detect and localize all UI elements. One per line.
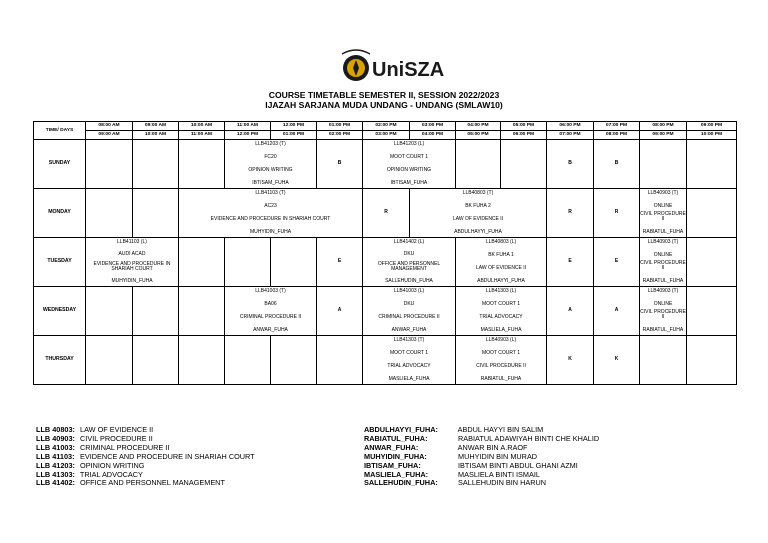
break-letter: E (317, 238, 363, 287)
legend-code: ABDULHAYYI_FUHA: (364, 425, 438, 434)
class-block (456, 345, 547, 375)
legend-code: LLB 41103: (36, 451, 75, 461)
break-letter: A (547, 287, 594, 336)
legend-name: ABDUL HAYYI BIN SALIM (457, 425, 544, 434)
day-label: TUESDAY (34, 238, 86, 287)
break-letter: B (594, 140, 640, 189)
legend-name: CRIMINAL PROCEDURE II (80, 442, 170, 452)
class-code: LLB40803 (L) (456, 238, 547, 248)
class-block (363, 149, 456, 179)
legend-code: LLB 40803: (36, 425, 75, 434)
page-title: COURSE TIMETABLE SEMESTER II, SESSION 2022/2023 (268, 90, 500, 100)
class-lecturer: RABIATUL_FUHA (640, 277, 687, 287)
class-venue: BA06 (264, 301, 277, 308)
time-end: 10:00 AM (133, 131, 179, 140)
empty-slot (501, 140, 547, 189)
course-legend (36, 426, 255, 488)
class-block (86, 247, 179, 277)
legend-row (364, 479, 599, 488)
class-lecturer: ABDULHAYYI_FUHA (410, 228, 547, 238)
empty-slot (133, 140, 179, 189)
class-code: LLB40803 (T) (410, 189, 547, 199)
class-code: LLB41003 (T) (225, 287, 317, 297)
class-block (363, 247, 456, 277)
class-venue: ONLINE (653, 300, 673, 307)
class-code: LLB41103 (L) (86, 238, 179, 248)
class-code: LLB40903 (T) (640, 189, 687, 199)
empty-slot (225, 336, 271, 385)
time-start: 02:00 PM (363, 122, 410, 131)
class-venue: AUDI ACAD (118, 250, 146, 257)
legend-code: MUHYIDIN_FUHA: (364, 451, 427, 461)
legend-name: SALLEHUDIN BIN HARUN (458, 478, 547, 488)
legend-name: IBTISAM BINTI ABDUL GHANI AZMI (458, 460, 578, 470)
class-lecturer: SALLEHUDIN_FUHA (363, 277, 456, 287)
time-start: 08:00 PM (640, 122, 687, 131)
class-course: CIVIL PROCEDURE II (640, 210, 686, 223)
empty-slot (86, 189, 133, 238)
time-start: 11:00 AM (225, 122, 271, 131)
legend-name: OPINION WRITING (80, 460, 145, 470)
break-letter: E (594, 238, 640, 287)
class-block (363, 296, 456, 326)
class-lecturer: IBTISAM_FUHA (225, 179, 317, 189)
empty-slot (687, 287, 737, 336)
class-code: LLB40903 (T) (640, 238, 687, 248)
time-end: 09:00 PM (640, 131, 687, 140)
legend-code: LLB 40903: (36, 433, 75, 443)
legend-code: ANWAR_FUHA: (364, 442, 419, 452)
class-venue: BK FUHA 2 (465, 203, 491, 210)
class-lecturer: IBTISAM_FUHA (363, 179, 456, 189)
break-letter: R (547, 189, 594, 238)
legend-name: ANWAR BIN A.RAOF (457, 442, 528, 452)
legend-name: CIVIL PROCEDURE II (80, 433, 153, 443)
empty-slot (271, 238, 317, 287)
class-code: LLB41203 (L) (363, 140, 456, 150)
day-label: THURSDAY (34, 336, 86, 385)
class-code: LLB41203 (T) (225, 140, 317, 150)
legend-row (36, 479, 255, 488)
time-end: 04:00 PM (410, 131, 456, 140)
legend-code: IBTISAM_FUHA: (364, 460, 421, 470)
empty-slot (133, 287, 179, 336)
legend-code: LLB 41402: (36, 478, 75, 488)
break-letter: A (317, 287, 363, 336)
time-end: 10:00 PM (687, 131, 737, 140)
header-row-start (34, 122, 737, 131)
break-letter: B (547, 140, 594, 189)
legend-code: RABIATUL_FUHA: (364, 433, 428, 443)
class-block (225, 296, 317, 326)
class-block (179, 198, 363, 228)
class-lecturer: MASLIELA_FUHA (456, 326, 547, 336)
time-end: 12:00 PM (225, 131, 271, 140)
empty-slot (86, 140, 133, 189)
empty-slot (687, 140, 737, 189)
class-venue: MOOT COURT 1 (389, 350, 429, 357)
break-letter: K (594, 336, 640, 385)
empty-slot (687, 238, 737, 287)
class-course: LAW OF EVIDENCE II (452, 215, 504, 222)
class-block (456, 247, 547, 277)
empty-slot (687, 336, 737, 385)
legend-code: LLB 41203: (36, 460, 75, 470)
timetable (33, 121, 737, 385)
class-code: LLB41303 (T) (363, 336, 456, 346)
legend-code: LLB 41303: (36, 469, 75, 479)
legend-name: MASLIELA BINTI ISMAIL (458, 469, 540, 479)
time-start: 09:00 PM (687, 122, 737, 131)
class-course: TRIAL ADVOCACY (387, 362, 431, 369)
class-lecturer: MASLIELA_FUHA (363, 375, 456, 385)
class-lecturer: ABDULHAYYI_FUHA (456, 277, 547, 287)
lecturer-legend (364, 426, 599, 488)
day-label: WEDNESDAY (34, 287, 86, 336)
logo-text: UniSZA (372, 59, 445, 81)
class-code: LLB41402 (L) (363, 238, 456, 248)
empty-slot (179, 287, 225, 336)
class-code: LLB40903 (L) (456, 336, 547, 346)
class-block (410, 198, 547, 228)
time-end: 03:00 PM (363, 131, 410, 140)
class-block (640, 296, 687, 326)
class-venue: BK FUHA 1 (488, 252, 514, 259)
empty-slot (133, 189, 179, 238)
class-venue: MOOT COURT 1 (481, 301, 521, 308)
day-label: SUNDAY (34, 140, 86, 189)
time-end: 01:00 PM (271, 131, 317, 140)
break-letter: E (547, 238, 594, 287)
class-lecturer: MUHYIDIN_FUHA (179, 228, 363, 238)
empty-slot (640, 140, 687, 189)
class-code: LLB41003 (L) (363, 287, 456, 297)
empty-slot (271, 336, 317, 385)
class-course: CRIMINAL PROCEDURE II (239, 313, 302, 320)
crest-icon (342, 50, 370, 81)
class-venue: ONLINE (653, 202, 673, 209)
empty-slot (179, 336, 225, 385)
time-end: 08:00 PM (594, 131, 640, 140)
class-lecturer: ANWAR_FUHA (363, 326, 456, 336)
day-label: MONDAY (34, 189, 86, 238)
class-venue: ONLINE (653, 251, 673, 258)
time-end: 07:00 PM (547, 131, 594, 140)
class-course: CIVIL PROCEDURE II (640, 308, 686, 321)
empty-slot (179, 140, 225, 189)
class-course: OPINION WRITING (248, 166, 293, 173)
time-start: 12:00 PM (271, 122, 317, 131)
empty-slot (225, 238, 271, 287)
class-lecturer: RABIATUL_FUHA (640, 228, 687, 238)
empty-slot (640, 336, 687, 385)
class-venue: MOOT COURT 1 (389, 154, 429, 161)
legend-name: MUHYIDIN BIN MURAD (458, 451, 538, 461)
class-course: TRIAL ADVOCACY (479, 313, 523, 320)
empty-slot (86, 336, 133, 385)
corner-cell: TIME/ DAYS (34, 122, 86, 140)
class-code: LLB41303 (L) (456, 287, 547, 297)
time-end: 11:00 AM (179, 131, 225, 140)
legend-name: EVIDENCE AND PROCEDURE IN SHARIAH COURT (80, 451, 255, 461)
class-block (225, 149, 317, 179)
class-venue: AC23 (264, 203, 277, 210)
time-start: 01:00 PM (317, 122, 363, 131)
legend-name: TRIAL ADVOCACY (79, 469, 143, 479)
class-lecturer: MUHYIDIN_FUHA (86, 277, 179, 287)
class-course: LAW OF EVIDENCE II (475, 264, 527, 271)
time-start: 07:00 PM (594, 122, 640, 131)
class-venue: DKU (403, 301, 415, 308)
class-course: EVIDENCE AND PROCEDURE IN SHARIAH COURT (93, 260, 171, 273)
class-course: OFFICE AND PERSONNEL MANAGEMENT (377, 260, 441, 273)
legend-code: LLB 41003: (36, 442, 75, 452)
unisza-logo (334, 46, 445, 88)
class-lecturer: ANWAR_FUHA (225, 326, 317, 336)
class-course: CIVIL PROCEDURE II (476, 362, 526, 369)
class-block (363, 345, 456, 375)
time-start: 10:00 AM (179, 122, 225, 131)
time-start: 08:00 AM (86, 122, 133, 131)
class-venue: FC20 (264, 154, 277, 161)
class-block (456, 296, 547, 326)
legend-name: LAW OF EVIDENCE II (80, 425, 154, 434)
empty-slot (133, 336, 179, 385)
break-letter: B (317, 140, 363, 189)
class-code: LLB40903 (T) (640, 287, 687, 297)
class-course: CRIMINAL PROCEDURE II (378, 313, 440, 320)
class-venue: DKU (403, 250, 415, 257)
empty-slot (179, 238, 225, 287)
empty-slot (456, 140, 501, 189)
empty-slot (687, 189, 737, 238)
break-letter: A (594, 287, 640, 336)
class-venue: MOOT COURT 1 (481, 350, 521, 357)
legend-code: MASLIELA_FUHA: (364, 469, 429, 479)
time-end: 09:00 AM (86, 131, 133, 140)
empty-slot (86, 287, 133, 336)
header-row-end (34, 131, 737, 140)
time-end: 05:00 PM (456, 131, 501, 140)
class-course: EVIDENCE AND PROCEDURE IN SHARIAH COURT (210, 215, 331, 222)
break-letter: R (363, 189, 410, 238)
time-end: 02:00 PM (317, 131, 363, 140)
page-subtitle: IJAZAH SARJANA MUDA UNDANG - UNDANG (SMLAW10) (265, 100, 503, 110)
class-block (640, 198, 687, 228)
time-start: 06:00 PM (547, 122, 594, 131)
legend-name: RABIATUL ADAWIYAH BINTI CHE KHALID (458, 433, 600, 443)
time-start: 04:00 PM (456, 122, 501, 131)
time-end: 06:00 PM (501, 131, 547, 140)
break-letter: R (594, 189, 640, 238)
class-course: OPINION WRITING (386, 166, 432, 173)
time-start: 09:00 AM (133, 122, 179, 131)
legend-name: OFFICE AND PERSONNEL MANAGEMENT (80, 478, 225, 488)
time-start: 05:00 PM (501, 122, 547, 131)
class-block (640, 247, 687, 277)
legend-code: SALLEHUDIN_FUHA: (364, 478, 438, 488)
class-course: CIVIL PROCEDURE II (640, 259, 686, 272)
class-lecturer: RABIATUL_FUHA (456, 375, 547, 385)
break-letter: K (547, 336, 594, 385)
class-lecturer: RABIATUL_FUHA (640, 326, 687, 336)
empty-slot (317, 336, 363, 385)
time-start: 03:00 PM (410, 122, 456, 131)
class-code: LLB41103 (T) (179, 189, 363, 199)
